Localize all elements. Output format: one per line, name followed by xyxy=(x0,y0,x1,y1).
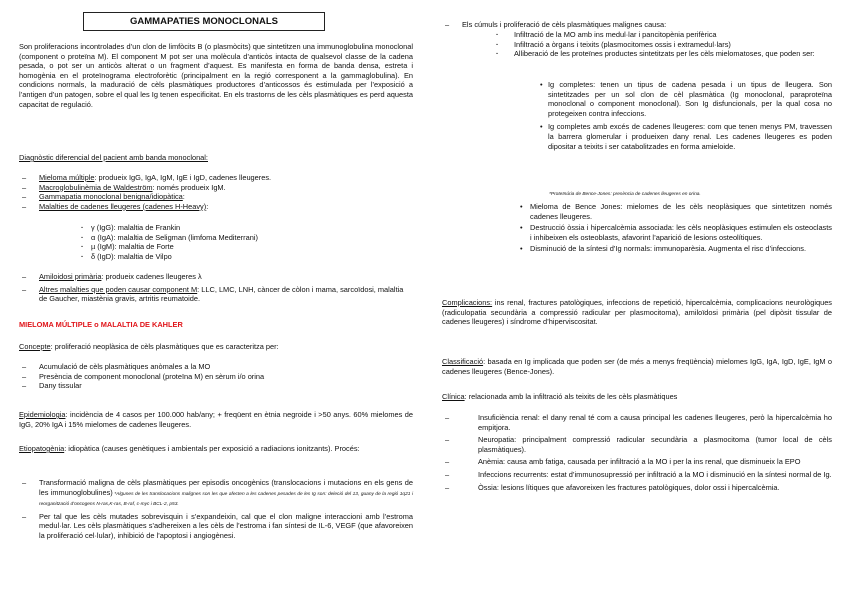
list-item: – Per tal que les cèls mutades sobrevisquin i s’expandeixin, cal que el clon maligne interaccioni amb l’estroma medul·lar. Les cèls plasmàtiques s’adhereixen a les cèls de l’estroma i fan síntesi de IL-6, VEGF (que afavoreixen la proliferació cel·lular), inhibició de l’apoptosi i angiogènesi. xyxy=(19,512,413,541)
clinica-paragraph: Clínica: relacionada amb la infiltració als teixits de les cèls plasmàtiques xyxy=(442,392,678,401)
bence-jones-note: *Proteïnúria de Bence-Jones: presència de cadenes lleugeres en orina. xyxy=(549,192,701,197)
cumuls-list xyxy=(442,20,832,30)
list-item: – Transformació maligna de cèls plasmàtiques per episodis oncogènics (translocacions i mutacions en els gens de les immunoglobulines) *Algunes de les translocacions malignes son les que afecten a les cadenes pesades de les Ig son: deleció del 13, guany de la regió 1q21 i reorganització d’oncogens N-ras,K-ras, B-raf, c-myc i BCL-2, p53. xyxy=(19,478,413,508)
list-item: – Insuficiència renal: el dany renal té com a causa principal les cadenes lleugeres, però la hipercalcèmia ho empitjora. xyxy=(442,413,832,432)
heavy-chain-list xyxy=(19,223,258,261)
mieloma-heading: MIELOMA MÚLTIPLE o MALALTIA DE KAHLER xyxy=(19,320,183,329)
list-item: • Ig completes: tenen un tipus de cadena pesada i un tipus de lleugera. Son sintetitzades per un sol clon de cèl plasmàtica (Ig monoclonal, paraproteïna monoclonal o component monoclonal). Son Ig disfuncionals, per la qual cosa no protegeixen contra infeccions. xyxy=(532,80,832,118)
list-item: – Macroglobulinèmia de Waldeström: només produeix IgM. xyxy=(19,183,413,193)
list-item: – Presència de component monoclonal (proteïna M) en sèrum i/o orina xyxy=(19,372,413,382)
classificacio-paragraph: Classificació: basada en Ig implicada que poden ser (de més a menys freqüència) mielomes IgG, IgA, IgD, IgE, IgM o cadenes lleugeres (Bence-Jones). xyxy=(442,357,832,376)
concepte-list xyxy=(19,362,413,391)
list-item: · Alliberació de les proteïnes productes sintetitzats per les cèls mielomatoses, que poden ser: xyxy=(492,49,832,59)
diagnostic-heading: Diagnòstic diferencial del pacient amb banda monoclonal: xyxy=(19,153,208,162)
list-item: · γ (IgG): malaltia de Frankin xyxy=(91,223,258,233)
list-item: • Ig completes amb excés de cadenes lleugeres: com que tenen menys PM, travessen la barrera glomerular i produeixen dany renal. Les cadenes lleugeres es poden dipositar a teixits i ser catabolitzades en forma amieloide. xyxy=(532,122,832,151)
list-item: • Destrucció òssia i hipercalcèmia associada: les cèls neoplàsiques estimulen els osteoclasts i inhibeixen els osteoblasts, afavorint l’aparició de lesions osteolítiques. xyxy=(512,223,832,242)
concepte-paragraph: Concepte: proliferació neoplàsica de cèls plasmàtiques que es caracteritza per: xyxy=(19,342,279,351)
page-title: GAMMAPATIES MONOCLONALS xyxy=(83,12,325,31)
list-item: • Disminució de la síntesi d’Ig normals: immunoparèsia. Augmenta el risc d’infeccions. xyxy=(512,244,832,254)
intro-paragraph: Son proliferacions incontrolades d’un clon de limfòcits B (o plasmòcits) que sintetitzen una immunoglobulina monoclonal (component o proteïna M). El component M pot ser una molècula d’anticòs intacta de qualsevol classe de la cadena pesada, o pot ser un anticòs alterat o un fragment d’aquest. Es manifesta en forma de banda densa, estreta i homogènia en el proteïnograma electroforètic (principalment en la regió corresponent a la gammaglobulina). En condicions normals, la maduració de cèls plasmàtiques productores d’anticossos és estimulada per l’exposició a l’antigen d’un patogen, sobre el qual les Ig tenen especificitat. En els trastorns de les cèls plasmàtiques es perd aquesta capacitat de regulació. xyxy=(19,42,413,109)
clinica-list xyxy=(442,413,832,492)
list-item: – Neuropatia: principalment compressió radicular secundària a plasmocitoma (tumor local de cèls plasmàtiques). xyxy=(442,435,832,454)
list-item: – Malalties de cadenes lleugeres (cadenes H-Heavy): xyxy=(19,202,413,212)
list-item: – Òssia: lesions lítiques que afavoreixen les fractures patològiques, dolor ossi i hipercalcèmia. xyxy=(442,483,832,493)
epidemiologia-paragraph: Epidemiologia: incidència de 4 casos per 100.000 hab/any; + freqüent en ètnia negroide i >50 anys. 60% mielomes de IgG, 20% IgA i 15% mielomes de cadenes lleugeres. xyxy=(19,410,413,429)
translocation-note: *Algunes de les translocacions malignes son les que afecten a les cadenes pesades de les Ig son: deleció del 13, guany de la regió 1q21 i reorganització d’oncogens N-ras,K-ras, B-raf, c-myc i BCL-2, p53. xyxy=(39,491,414,507)
list-item: · µ (IgM): malaltia de Forte xyxy=(91,242,258,252)
list-item: · α (IgA): malaltia de Seligman (limfoma Mediterrani) xyxy=(91,233,258,243)
list-item: – Els cúmuls i proliferació de cèls plasmàtiques malignes causa: xyxy=(442,20,832,30)
list-item: – Amiloidosi primària: produeix cadenes lleugeres λ xyxy=(19,272,413,282)
list-item: · Infiltració a òrgans i teixits (plasmocitomes ossis i extramedul·lars) xyxy=(492,40,832,50)
list-item: · δ (IgD): malaltia de Vilpo xyxy=(91,252,258,262)
list-item: • Mieloma de Bence Jones: mielomes de les cèls neoplàsiques que sintetitzen només cadenes lleugeres. xyxy=(512,202,832,221)
proteins-list xyxy=(532,80,832,151)
list-item: – Gammapatia monoclonal benigna/idiopàtica: xyxy=(19,192,413,202)
complicacions-paragraph: Complicacions: ins renal, fractures patològiques, infeccions de repetició, hipercalcèmia, complicacions neurològiques (radiculopatia secundària a compressió radicular per plasmocitoma), amiloïdosi primària (pel dipòsit tissular de cadenes lleugeres) i síndrome d’hiperviscositat. xyxy=(442,298,832,327)
list-item: – Dany tissular xyxy=(19,381,413,391)
list-item: – Mieloma múltiple: produeix IgG, IgA, IgM, IgE i IgD, cadenes lleugeres. xyxy=(19,173,413,183)
list-item: – Anèmia: causa amb fatiga, causada per infiltració a la MO i per la ins renal, que disminueix la EPO xyxy=(442,457,832,467)
consequences-list xyxy=(512,202,832,254)
list-item: · Infiltració de la MO amb ins medul·lar i pancitopènia perifèrica xyxy=(492,30,832,40)
diagnostic-list xyxy=(19,173,413,211)
etiopatogenia-paragraph: Etiopatogènia: idiopàtica (causes genètiques i ambientals per exposició a radiacions ionitzants). Procés: xyxy=(19,444,360,453)
list-item: – Infeccions recurrents: estat d’immunosupressió per infiltració a la MO i disminució en la síntesi normal de Ig. xyxy=(442,470,832,480)
cumuls-effects-list xyxy=(492,30,832,59)
list-item: – Acumulació de cèls plasmàtiques anòmales a la MO xyxy=(19,362,413,372)
etiopatogenia-list xyxy=(19,478,413,540)
diagnostic-list-2 xyxy=(19,272,413,304)
list-item: – Altres malalties que poden causar component M: LLC, LMC, LNH, càncer de còlon i mama, sarcoïdosi, malaltia de Gaucher, miastènia gravis, artritis reumatoide. xyxy=(19,285,413,304)
